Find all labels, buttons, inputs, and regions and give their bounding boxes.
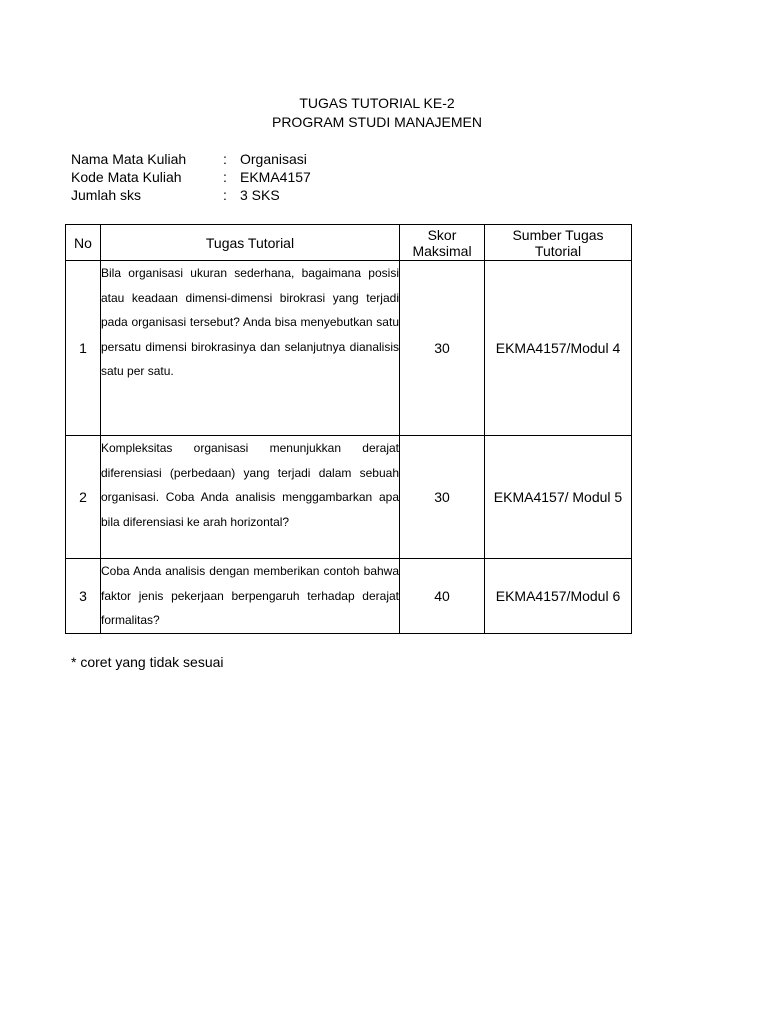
task-text: Coba Anda analisis dengan memberikan contoh bahwa faktor jenis pekerjaan berpengaruh terhadap derajat formalitas? — [101, 559, 400, 634]
table-row — [66, 261, 632, 436]
info-colon: : — [223, 187, 227, 203]
header-source — [485, 225, 632, 261]
info-colon: : — [223, 151, 227, 167]
header-score-line2: Maksimal — [412, 242, 472, 259]
table-row — [66, 436, 632, 559]
header-score — [400, 225, 485, 261]
max-score: 40 — [400, 559, 485, 634]
info-colon: : — [223, 169, 227, 185]
credits-row — [71, 186, 311, 204]
header-source-line2: Tutorial — [534, 242, 582, 259]
tutorial-task-table — [65, 224, 632, 634]
info-label: Jumlah sks — [71, 187, 142, 203]
header-task: Tugas Tutorial — [101, 225, 400, 261]
info-value: EKMA4157 — [240, 169, 311, 185]
document-subtitle: PROGRAM STUDI MANAJEMEN — [271, 114, 482, 130]
info-label: Kode Mata Kuliah — [71, 169, 182, 185]
row-number: 2 — [66, 436, 101, 559]
course-info — [71, 150, 311, 204]
max-score: 30 — [400, 261, 485, 436]
task-source: EKMA4157/Modul 6 — [485, 559, 632, 634]
max-score: 30 — [400, 436, 485, 559]
footnote: * coret yang tidak sesuai — [71, 654, 224, 670]
course-name-row — [71, 150, 311, 168]
table-row — [66, 559, 632, 634]
info-value: Organisasi — [240, 151, 307, 167]
row-number: 1 — [66, 261, 101, 436]
task-text: Kompleksitas organisasi menunjukkan derajat diferensiasi (perbedaan) yang terjadi dalam sebuah organisasi. Coba Anda analisis menggambarkan apa bila diferensiasi ke arah horizontal? — [101, 436, 400, 559]
document-title: TUGAS TUTORIAL KE-2 — [299, 95, 455, 111]
task-text: Bila organisasi ukuran sederhana, bagaimana posisi atau keadaan dimensi-dimensi birokrasi yang terjadi pada organisasi tersebut? Anda bisa menyebutkan satu persatu dimensi birokrasinya dan selanjutnya dianalisis satu per satu. — [101, 261, 400, 436]
task-source: EKMA4157/Modul 4 — [485, 261, 632, 436]
row-number: 3 — [66, 559, 101, 634]
header-source-line1: Sumber Tugas — [512, 226, 604, 243]
header-no: No — [66, 225, 101, 261]
course-code-row — [71, 168, 311, 186]
task-source: EKMA4157/ Modul 5 — [485, 436, 632, 559]
table-header-row — [66, 225, 632, 261]
header-score-line1: Skor — [427, 226, 457, 243]
info-label: Nama Mata Kuliah — [71, 151, 187, 167]
info-value: 3 SKS — [240, 187, 280, 203]
